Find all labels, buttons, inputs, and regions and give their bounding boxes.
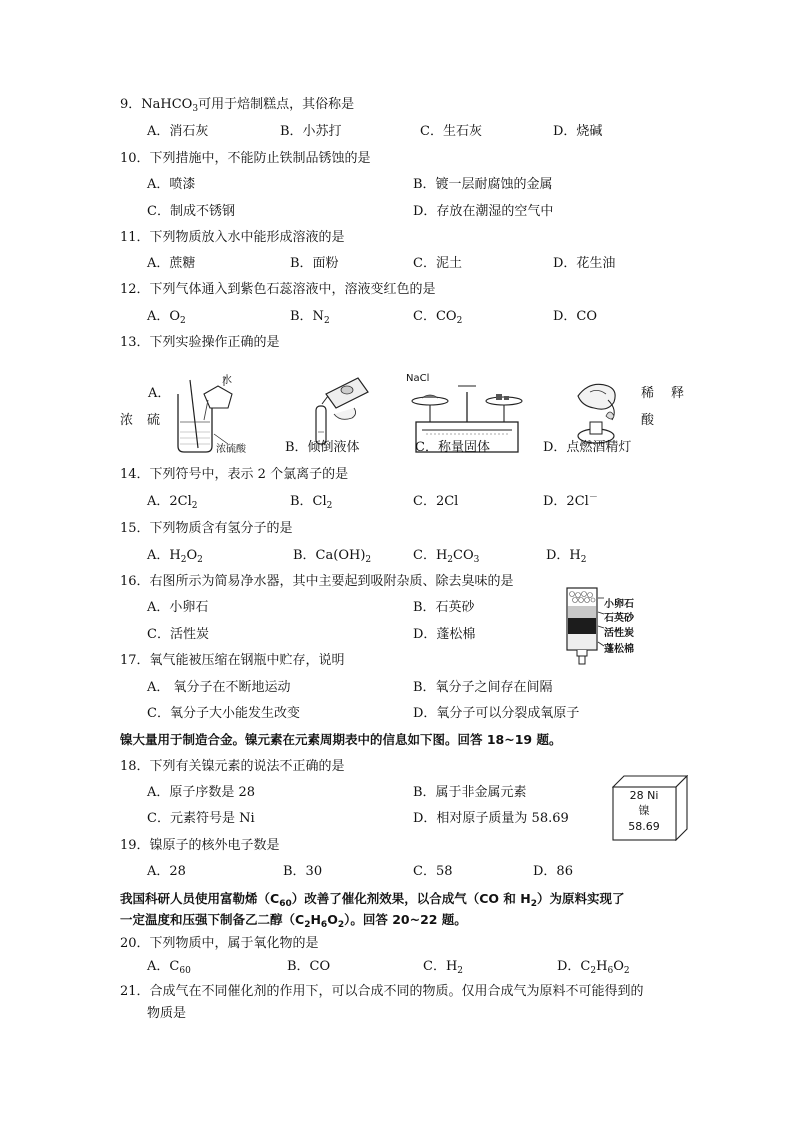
q20-stem: 20．下列物质中，属于氧化物的是	[120, 936, 319, 951]
q12-option-b: B．$N_2$	[290, 309, 330, 326]
q13-a-caption-2: 硫	[147, 413, 161, 428]
q16-stem: 16．右图所示为简易净水器，其中主要起到吸附杂质、除去臭味的是	[120, 574, 514, 589]
q16-option-a: A．小卵石	[147, 600, 209, 615]
q10-option-a: A．喷漆	[147, 177, 196, 192]
q17-option-a: A． 氧分子在不断地运动	[147, 680, 291, 695]
q13-a-caption-right-1: 稀 释	[641, 386, 687, 401]
q15-option-a: A．$H_2O_2$	[147, 548, 203, 565]
q16-option-c: C．活性炭	[147, 627, 209, 642]
figure-dilution-water-label: 水	[222, 375, 232, 386]
q12-option-c: C．$CO_2$	[413, 309, 463, 326]
filter-label-cotton: 蓬松棉	[604, 644, 634, 655]
q20-option-d: D．$C_2H_6O_2$	[557, 959, 630, 976]
filter-label-pebbles: 小卵石	[604, 599, 634, 610]
q13-stem: 13．下列实验操作正确的是	[120, 335, 280, 350]
q11-option-d: D．花生油	[553, 256, 616, 271]
q19-option-d: D．86	[533, 864, 573, 879]
q14-option-b: B．$Cl_2$	[290, 494, 333, 511]
nickel-card-name: 镍	[638, 804, 650, 817]
q15-option-d: D．$H_2$	[546, 548, 587, 565]
filter-label-carbon: 活性炭	[604, 628, 634, 639]
q13-option-b: B．倾倒液体	[285, 440, 360, 455]
q17-option-c: C．氧分子大小能发生改变	[147, 706, 300, 721]
figure-nacl-label: NaCl	[406, 373, 430, 384]
q12-option-a: A．$O_2$	[147, 309, 186, 326]
nickel-card-number-symbol: 28 Ni	[629, 789, 659, 802]
q9-option-c: C．生石灰	[420, 124, 482, 139]
q10-stem: 10．下列措施中，不能防止铁制品锈蚀的是	[120, 151, 371, 166]
nickel-card-mass: 58.69	[628, 820, 660, 833]
q17-option-d: D．氧分子可以分裂成氧原子	[413, 706, 580, 721]
nickel-intro: 镍大量用于制造合金。镍元素在元素周期表中的信息如下图。回答 18~19 题。	[120, 732, 562, 747]
q21-stem-line-1: 21．合成气在不同催化剂的作用下，可以合成不同的物质。仅用合成气为原料不可能得到的	[120, 984, 644, 999]
q12-stem: 12．下列气体通入到紫色石蕊溶液中，溶液变红色的是	[120, 282, 436, 297]
q10-option-c: C．制成不锈钢	[147, 204, 235, 219]
q9-stem: 9．NaHCO$_3$可用于焙制糕点，其俗称是	[120, 97, 355, 114]
q18-option-d: D．相对原子质量为 58.69	[413, 811, 569, 826]
q14-option-a: A．$2Cl_2$	[147, 494, 198, 511]
q15-stem: 15．下列物质含有氢分子的是	[120, 521, 293, 536]
q11-stem: 11．下列物质放入水中能形成溶液的是	[120, 230, 345, 245]
q11-option-c: C．泥土	[413, 256, 462, 271]
q13-option-c: C．称量固体	[415, 440, 490, 455]
figure-dilution-acid-label: 浓硫酸	[216, 444, 246, 455]
q10-option-b: B．镀一层耐腐蚀的金属	[413, 177, 553, 192]
q9-option-a: A．消石灰	[147, 124, 209, 139]
q9-option-d: D．烧碱	[553, 124, 603, 139]
q11-option-b: B．面粉	[290, 256, 339, 271]
q15-option-c: C．$H_2CO_3$	[413, 548, 480, 565]
q19-option-c: C．58	[413, 864, 453, 879]
q9-option-b: B．小苏打	[280, 124, 342, 139]
filter-label-sand: 石英砂	[604, 613, 634, 624]
q18-option-c: C．元素符号是 Ni	[147, 811, 255, 826]
c60-intro-line-1: 我国科研人员使用富勒烯$(C_{60})$改善了催化剂效果，以合成气（CO 和 $H_2$）为原料实现了	[120, 891, 625, 909]
q17-option-b: B．氧分子之间存在间隔	[413, 680, 553, 695]
q20-option-a: A．$C_{60}$	[147, 959, 191, 976]
q15-option-b: B．$Ca(OH)_2$	[293, 548, 372, 565]
q18-stem: 18．下列有关镍元素的说法不正确的是	[120, 759, 345, 774]
q20-option-b: B．CO	[287, 959, 331, 974]
q21-stem-line-2: 物质是	[147, 1006, 187, 1021]
q18-option-b: B．属于非金属元素	[413, 785, 527, 800]
c60-intro-line-2: 一定温度和压强下制备乙二醇$(C_2H_6O_2)$。回答 20~22 题。	[120, 912, 467, 930]
q10-option-d: D．存放在潮湿的空气中	[413, 204, 554, 219]
q12-option-d: D．CO	[553, 309, 598, 324]
figure-water-filter	[563, 584, 605, 668]
q17-stem: 17．氧气能被压缩在钢瓶中贮存，说明	[120, 653, 345, 668]
q13-a-caption-1: 浓	[120, 413, 134, 428]
figure-alcohol-lamp	[568, 378, 638, 448]
q11-option-a: A．蔗糖	[147, 256, 196, 271]
q19-option-a: A．28	[147, 864, 186, 879]
q14-stem: 14．下列符号中，表示 2 个氯离子的是	[120, 467, 349, 482]
q16-option-d: D．蓬松棉	[413, 627, 476, 642]
q13-a-mark: A．	[148, 386, 171, 401]
q16-option-b: B．石英砂	[413, 600, 475, 615]
q20-option-c: C．$H_2$	[423, 959, 464, 976]
q19-option-b: B．30	[283, 864, 323, 879]
q14-option-c: C．2Cl	[413, 494, 459, 509]
q14-option-d: D．2Cl－	[543, 493, 598, 509]
q18-option-a: A．原子序数是 28	[147, 785, 256, 800]
q13-option-d: D．点燃酒精灯	[543, 440, 632, 455]
figure-pouring-liquid	[300, 374, 375, 446]
q19-stem: 19．镍原子的核外电子数是	[120, 838, 280, 853]
q13-a-caption-right-2: 酸	[641, 413, 655, 428]
